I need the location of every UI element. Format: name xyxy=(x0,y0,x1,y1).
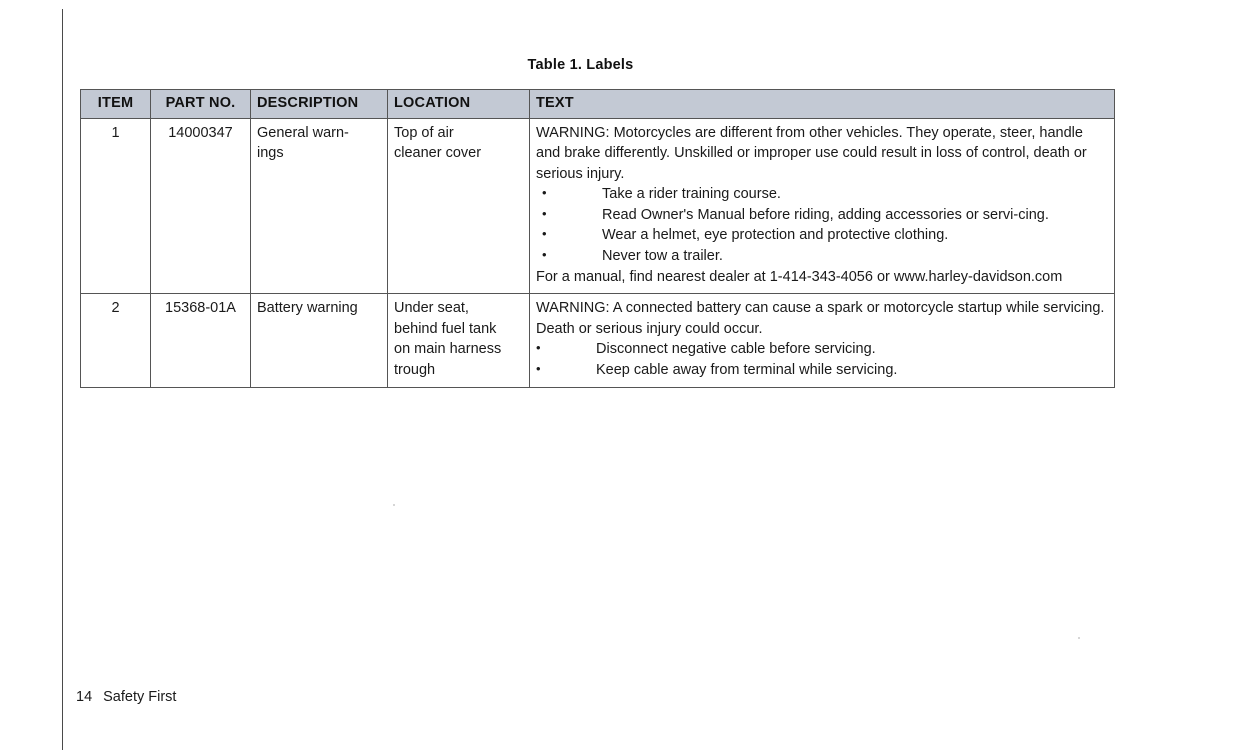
scan-speck xyxy=(1078,637,1080,639)
footer-page-number: 14 xyxy=(76,689,93,705)
page-footer xyxy=(76,689,176,705)
cell-description: Battery warning xyxy=(251,294,388,387)
table-body xyxy=(81,118,1115,387)
warning-bullet-item: • Keep cable away from terminal while servicing. xyxy=(536,360,1108,381)
table-row xyxy=(81,294,1115,387)
table-header xyxy=(81,90,1115,119)
cell-location: Under seat, behind fuel tank on main harness trough xyxy=(388,294,530,387)
cell-text xyxy=(530,118,1115,294)
warning-tail: For a manual, find nearest dealer at 1-414-343-4056 or www.harley-davidson.com xyxy=(536,268,1063,285)
table-caption: Table 1. Labels xyxy=(527,57,634,73)
column-header-part-no: PART NO. xyxy=(151,90,251,119)
table-row xyxy=(81,118,1115,294)
warning-bullet-list xyxy=(536,339,1108,380)
table-header-row xyxy=(81,90,1115,119)
cell-item: 1 xyxy=(81,118,151,294)
warning-bullet-item: • Wear a helmet, eye protection and protective clothing. xyxy=(536,225,1108,246)
cell-text xyxy=(530,294,1115,387)
cell-part-no: 14000347 xyxy=(151,118,251,294)
scan-speck xyxy=(393,504,395,506)
column-header-description: DESCRIPTION xyxy=(251,90,388,119)
warning-bullet-item: • Disconnect negative cable before servicing. xyxy=(536,339,1108,360)
warning-bullet-item: • Take a rider training course. xyxy=(536,184,1108,205)
warning-intro: WARNING: A connected battery can cause a spark or motorcycle startup while servicing. Death or serious injury could occur. xyxy=(536,300,1105,337)
cell-description: General warn- ings xyxy=(251,118,388,294)
document-page xyxy=(63,9,1241,750)
column-header-location: LOCATION xyxy=(388,90,530,119)
cell-item: 2 xyxy=(81,294,151,387)
footer-section: Safety First xyxy=(103,689,177,705)
column-header-item: ITEM xyxy=(81,90,151,119)
page-edge-left xyxy=(0,9,63,750)
cell-part-no: 15368-01A xyxy=(151,294,251,387)
warning-bullet-list xyxy=(536,184,1108,266)
warning-intro: WARNING: Motorcycles are different from other vehicles. They operate, steer, handle and brake differently. Unskilled or improper use could result in loss of control, death or serious injury. xyxy=(536,124,1087,182)
warning-bullet-item: • Read Owner's Manual before riding, adding accessories or servi-cing. xyxy=(536,205,1108,226)
warning-bullet-item: • Never tow a trailer. xyxy=(536,246,1108,267)
labels-table xyxy=(80,89,1115,388)
column-header-text: TEXT xyxy=(530,90,1115,119)
cell-location: Top of air cleaner cover xyxy=(388,118,530,294)
